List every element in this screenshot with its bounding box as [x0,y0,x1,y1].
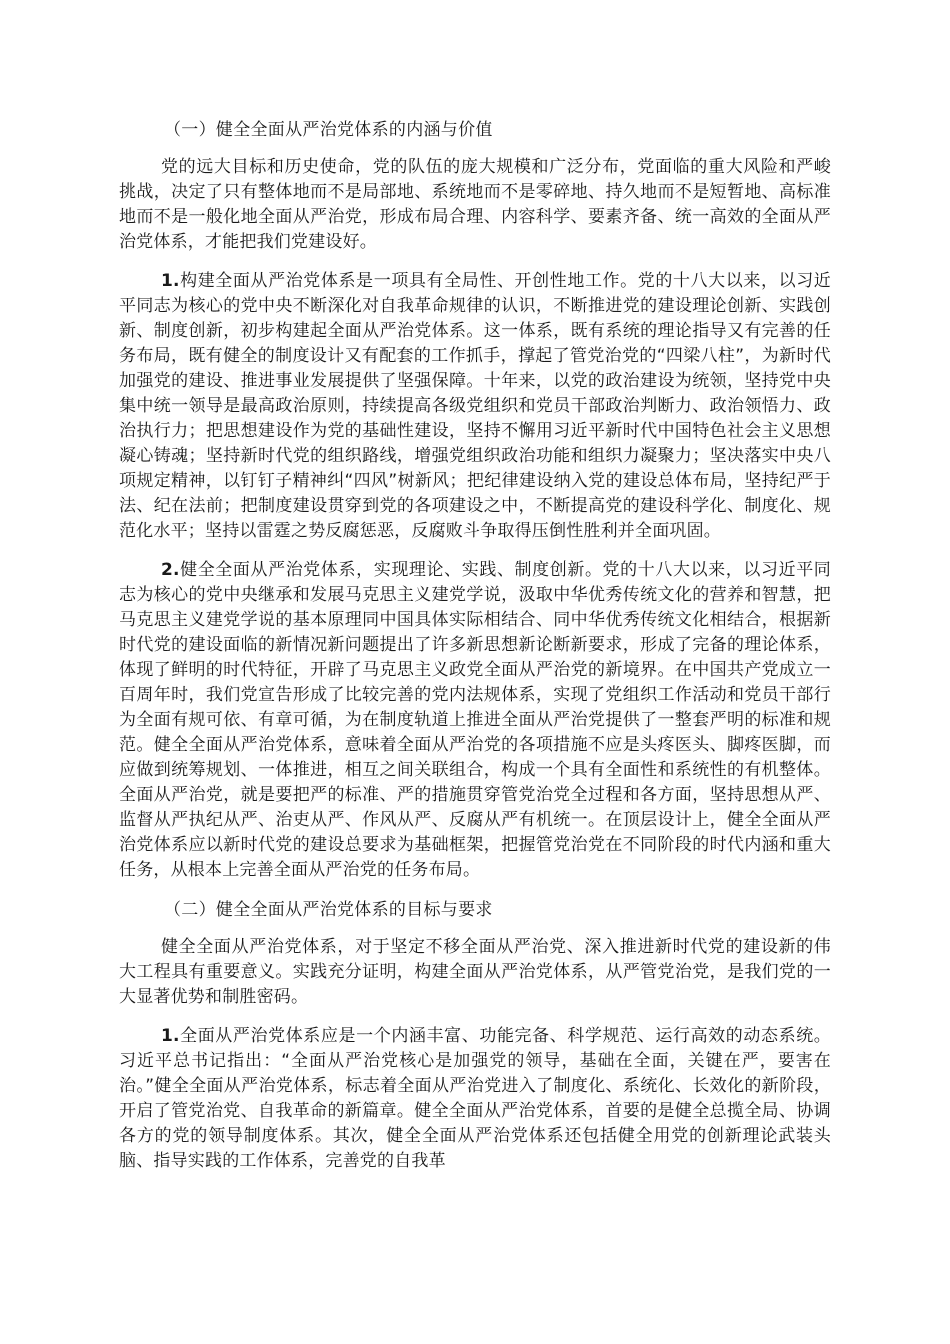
paragraph-4-text: 健全全面从严治党体系，对于坚定不移全面从严治党、深入推进新时代党的建设新的伟大工程具有重要意义。实践充分证明，构建全面从严治党体系，从严管党治党，是我们党的一大显著优势和制胜密码。 [119,937,831,1007]
section-heading-1: （一）健全全面从严治党体系的内涵与价值 [164,120,493,140]
paragraph-5 [119,1024,831,1174]
paragraph-5-text: 全面从严治党体系应是一个内涵丰富、功能完备、科学规范、运行高效的动态系统。习近平总书记指出：“全面从严治党核心是加强党的领导，基础在全面，关键在严，要害在治。”健全全面从严治党体系，标志着全面从严治党进入了制度化、系统化、长效化的新阶段，开启了管党治党、自我革命的新篇章。健全全面从严治党体系，首要的是健全总揽全局、协调各方的党的领导制度体系。其次，健全全面从严治党体系还包括健全用党的创新理论武装头脑、指导实践的工作体系，完善党的自我革 [119,1026,831,1171]
paragraph-2 [119,269,831,544]
paragraph-1 [119,155,831,255]
paragraph-3-number: 2. [161,560,180,580]
paragraph-5-number: 1. [161,1026,180,1046]
paragraph-3 [119,558,831,883]
paragraph-2-text: 构建全面从严治党体系是一项具有全局性、开创性地工作。党的十八大以来，以习近平同志为核心的党中央不断深化对自我革命规律的认识，不断推进党的建设理论创新、实践创新、制度创新，初步构建起全面从严治党体系。这一体系，既有系统的理论指导又有完善的任务布局，既有健全的制度设计又有配套的工作抓手，撑起了管党治党的“四梁八柱”，为新时代加强党的建设、推进事业发展提供了坚强保障。十年来，以党的政治建设为统领，坚持党中央集中统一领导是最高政治原则，持续提高各级党组织和党员干部政治判断力、政治领悟力、政治执行力；把思想建设作为党的基础性建设，坚持不懈用习近平新时代中国特色社会主义思想凝心铸魂；坚持新时代党的组织路线，增强党组织政治功能和组织力凝聚力；坚决落实中央八项规定精神，以钉钉子精神纠“四风”树新风；把纪律建设纳入党的建设总体布局，坚持纪严于法、纪在法前；把制度建设贯穿到党的各项建设之中，不断提高党的建设科学化、制度化、规范化水平；坚持以雷霆之势反腐惩恶，反腐败斗争取得压倒性胜利并全面巩固。 [119,271,831,541]
document-page [119,117,831,1188]
section-heading-2: （二）健全全面从严治党体系的目标与要求 [164,900,493,920]
paragraph-2-number: 1. [161,271,180,291]
paragraph-3-text: 健全全面从严治党体系，实现理论、实践、制度创新。党的十八大以来，以习近平同志为核心的党中央继承和发展马克思主义建党学说，汲取中华优秀传统文化的营养和智慧，把马克思主义建党学说的基本原理同中国具体实际相结合、同中华优秀传统文化相结合，根据新时代党的建设面临的新情况新问题提出了许多新思想新论断新要求，形成了完备的理论体系，体现了鲜明的时代特征，开辟了马克思主义政党全面从严治党的新境界。在中国共产党成立一百周年时，我们党宣告形成了比较完善的党内法规体系，实现了党组织工作活动和党员干部行为全面有规可依、有章可循，为在制度轨道上推进全面从严治党提供了一整套严明的标准和规范。健全全面从严治党体系，意味着全面从严治党的各项措施不应是头疼医头、脚疼医脚，而应做到统筹规划、一体推进，相互之间关联组合，构成一个具有全面性和系统性的有机整体。全面从严治党，就是要把严的标准、严的措施贯穿管党治党全过程和各方面，坚持思想从严、监督从严执纪从严、治吏从严、作风从严、反腐从严有机统一。在顶层设计上，健全全面从严治党体系应以新时代党的建设总要求为基础框架，把握管党治党在不同阶段的时代内涵和重大任务，从根本上完善全面从严治党的任务布局。 [119,560,831,880]
paragraph-4 [119,935,831,1010]
paragraph-1-text: 党的远大目标和历史使命，党的队伍的庞大规模和广泛分布，党面临的重大风险和严峻挑战，决定了只有整体地而不是局部地、系统地而不是零碎地、持久地而不是短暂地、高标准地而不是一般化地全面从严治党，形成布局合理、内容科学、要素齐备、统一高效的全面从严治党体系，才能把我们党建设好。 [119,157,831,252]
